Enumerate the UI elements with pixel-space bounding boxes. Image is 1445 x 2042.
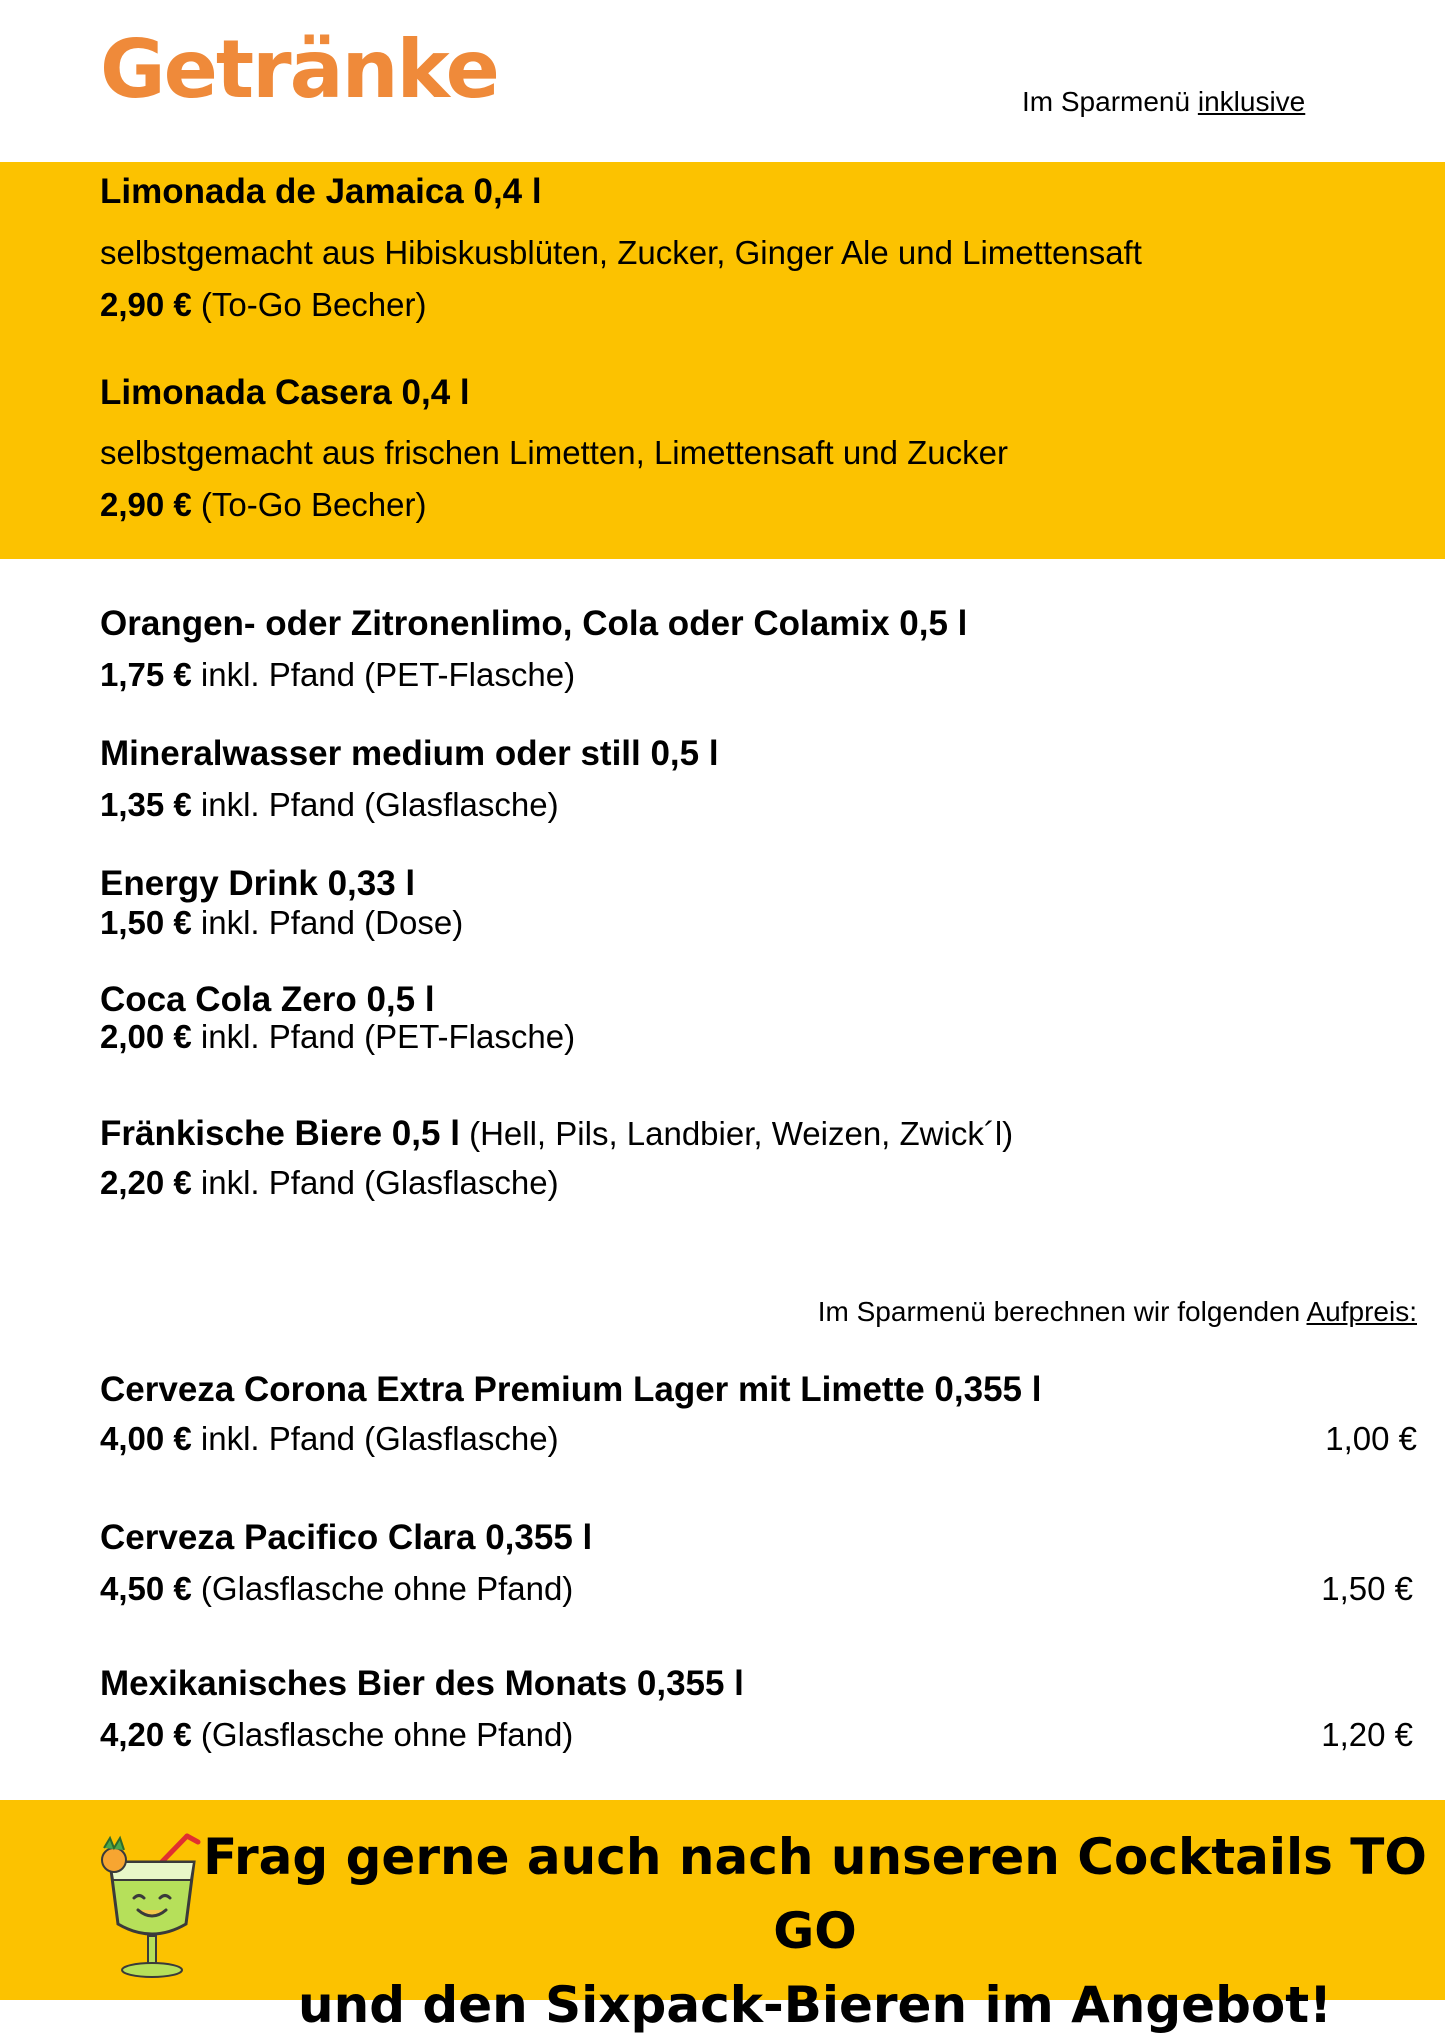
- cocktail-glass-icon: [92, 1832, 212, 1982]
- featured-item-name: Limonada de Jamaica 0,4 l: [100, 172, 542, 211]
- promo-line-2: und den Sixpack-Bieren im Angebot!: [298, 1976, 1332, 2034]
- inklusive-label: inklusive: [1197, 86, 1306, 117]
- beer-surcharge: 1,20 €: [1321, 1716, 1413, 1753]
- beer-name: Cerveza Pacifico Clara 0,355 l: [100, 1518, 593, 1557]
- drink-name: Coca Cola Zero 0,5 l: [100, 980, 435, 1019]
- beer-price: 4,00 €: [100, 1420, 192, 1457]
- promo-text: [200, 1820, 1430, 2042]
- drink-name: Energy Drink 0,33 l: [100, 864, 416, 903]
- beer-price-line: 4,20 € (Glasflasche ohne Pfand): [100, 1716, 574, 1753]
- drink-price: 1,35 €: [100, 786, 192, 823]
- sparmenu-included-note: Im Sparmenü inklusive: [1022, 86, 1306, 117]
- promo-line-1: Frag gerne auch nach unseren Cocktails TO GO: [203, 1828, 1427, 1960]
- beer-surcharge: 1,50 €: [1321, 1570, 1413, 1607]
- beer-price: 4,50 €: [100, 1570, 192, 1607]
- featured-item-description: selbstgemacht aus frischen Limetten, Limettensaft und Zucker: [100, 434, 1008, 471]
- drink-price-line: 2,20 € inkl. Pfand (Glasflasche): [100, 1164, 559, 1201]
- drink-price-line: 1,75 € inkl. Pfand (PET-Flasche): [100, 656, 576, 693]
- drink-price: 2,00 €: [100, 1018, 192, 1055]
- beer-price-line: 4,00 € inkl. Pfand (Glasflasche): [100, 1420, 559, 1457]
- beer-surcharge: 1,00 €: [1325, 1420, 1417, 1457]
- featured-item-price: 2,90 €: [100, 486, 192, 523]
- drink-name: Fränkische Biere 0,5 l: [100, 1114, 460, 1153]
- beer-name: Mexikanisches Bier des Monats 0,355 l: [100, 1664, 744, 1703]
- drink-price-line: 1,50 € inkl. Pfand (Dose): [100, 904, 464, 941]
- featured-item-name: Limonada Casera 0,4 l: [100, 373, 470, 412]
- drink-variants: (Hell, Pils, Landbier, Weizen, Zwick´l): [459, 1115, 1014, 1152]
- drink-price: 2,20 €: [100, 1164, 192, 1201]
- featured-item-price: 2,90 €: [100, 286, 192, 323]
- beer-price: 4,20 €: [100, 1716, 192, 1753]
- featured-item-price-line: 2,90 € (To-Go Becher): [100, 286, 427, 323]
- drink-price: 1,50 €: [100, 904, 192, 941]
- page-title: Getränke: [100, 23, 498, 116]
- drink-name-line: [100, 1114, 1013, 1154]
- drink-name: Orangen- oder Zitronenlimo, Cola oder Colamix 0,5 l: [100, 604, 968, 643]
- surcharge-note: Im Sparmenü berechnen wir folgenden Aufpreis:: [817, 1296, 1417, 1327]
- featured-item-description: selbstgemacht aus Hibiskusblüten, Zucker, Ginger Ale und Limettensaft: [100, 234, 1142, 271]
- drink-name: Mineralwasser medium oder still 0,5 l: [100, 734, 719, 773]
- drink-price-line: 1,35 € inkl. Pfand (Glasflasche): [100, 786, 559, 823]
- featured-item-price-line: 2,90 € (To-Go Becher): [100, 486, 427, 523]
- aufpreis-label: Aufpreis:: [1306, 1296, 1417, 1327]
- beer-price-line: 4,50 € (Glasflasche ohne Pfand): [100, 1570, 574, 1607]
- drink-price: 1,75 €: [100, 656, 192, 693]
- beer-name: Cerveza Corona Extra Premium Lager mit Limette 0,355 l: [100, 1370, 1042, 1409]
- drink-price-line: 2,00 € inkl. Pfand (PET-Flasche): [100, 1018, 576, 1055]
